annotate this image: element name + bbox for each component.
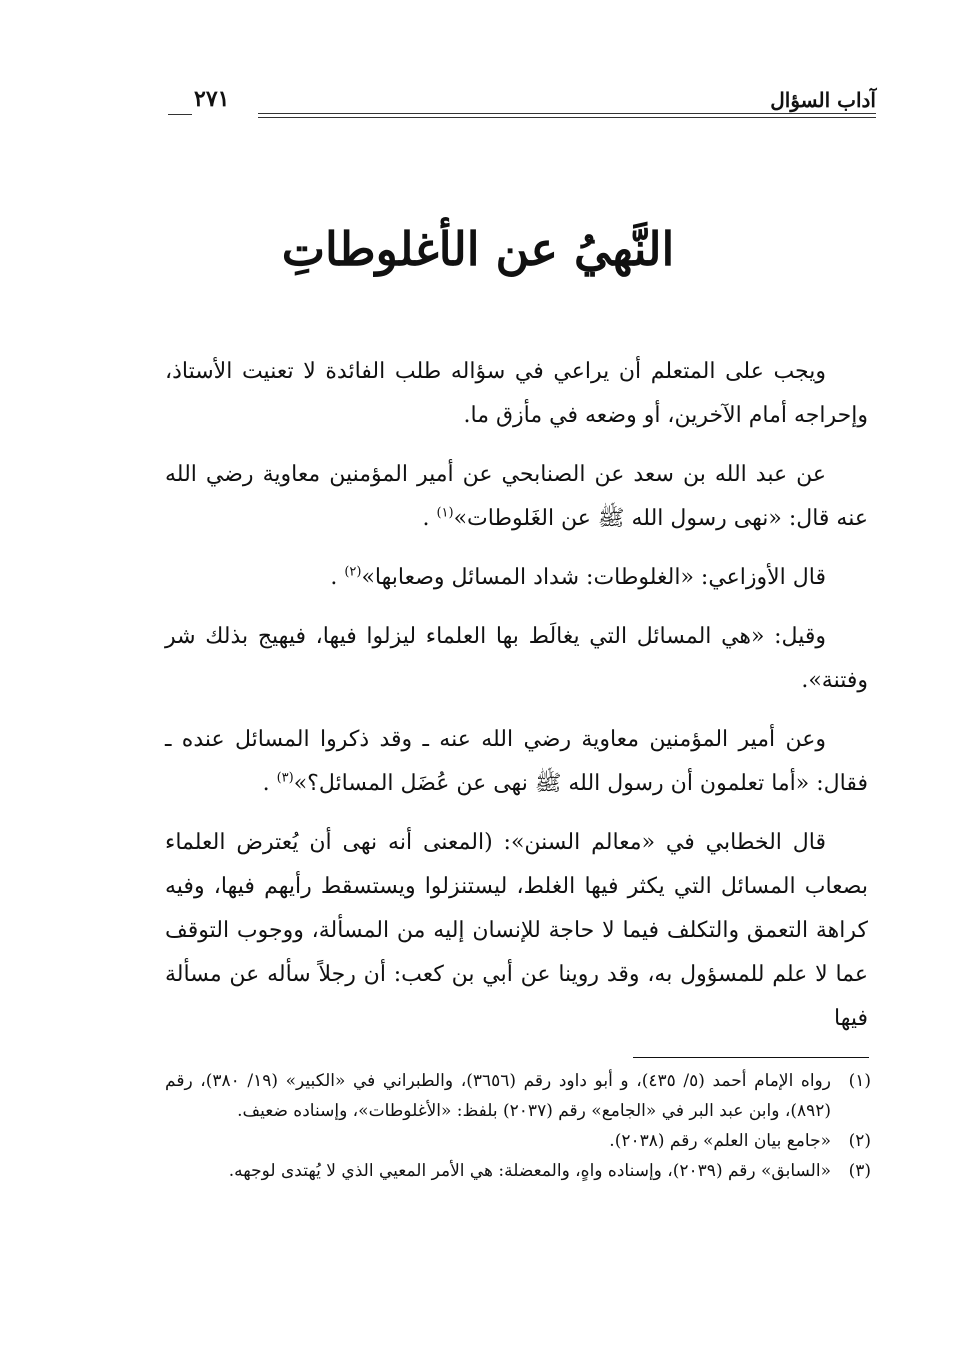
paragraph-text: قال الأوزاعي: «الغلوطات: شداد المسائل وصعابها» bbox=[361, 565, 826, 590]
paragraph bbox=[165, 556, 868, 600]
header-rule bbox=[258, 113, 876, 118]
footnote-number: (٢) bbox=[848, 1131, 871, 1151]
paragraph-tail: . bbox=[422, 506, 437, 531]
paragraph bbox=[165, 350, 868, 438]
footnote-text: «جامع بيان العلم» رقم (٢٠٣٨). bbox=[609, 1131, 831, 1151]
paragraph-text: ويجب على المتعلم أن يراعي في سؤاله طلب الفائدة لا تعنيت الأستاذ، وإحراجه أمام الآخرين، أو وضعه في مأزق ما. bbox=[165, 359, 868, 428]
header-rule-short bbox=[168, 114, 192, 115]
paragraph-text: عن عبد الله بن سعد عن الصنابحي عن أمير المؤمنين معاوية رضي الله عنه قال: «نهى رسول الله ﷺ عن الغَلوطات» bbox=[165, 462, 868, 531]
paragraph-tail: . bbox=[262, 771, 277, 796]
footnote-text: «السابق» رقم (٢٠٣٩)، وإسناده واهٍ، والمعضلة: هي الأمر المعيي الذي لا يُهتدى لوجهه. bbox=[228, 1161, 831, 1181]
running-header bbox=[168, 84, 876, 118]
paragraph-text: وعن أمير المؤمنين معاوية رضي الله عنه ـ وقد ذكروا المسائل عنده ـ فقال: «أما تعلمون أن رسول الله ﷺ نهى عن عُضَل المسائل؟» bbox=[165, 727, 868, 796]
footnote-number: (٣) bbox=[848, 1161, 871, 1181]
page-number: ٢٧١ bbox=[194, 86, 230, 112]
paragraph-tail: . bbox=[330, 565, 345, 590]
running-header-title: آداب السؤال bbox=[770, 88, 876, 112]
footnotes bbox=[165, 1066, 871, 1186]
footnote-text: رواه الإمام أحمد (٥/ ٤٣٥)، و أبو داود رقم (٣٦٥٦)، والطبراني في «الكبير» (١٩/ ٣٨٠)، رقم (٨٩٢)، وابن عبد البر في «الجامع» رقم (٢٠٣٧) بلفظ: «الأغلوطات»، وإسناده ضعيف. bbox=[165, 1071, 831, 1121]
paragraph bbox=[165, 718, 868, 806]
footnote bbox=[165, 1126, 871, 1156]
footnote-ref: (١) bbox=[436, 505, 454, 521]
body-text bbox=[165, 350, 868, 1056]
footnote-separator bbox=[633, 1057, 869, 1058]
paragraph-text: وقيل: «هي المسائل التي يغالَط بها العلماء ليزلوا فيها، فيهيج بذلك شر وفتنة». bbox=[165, 624, 868, 693]
footnote-number: (١) bbox=[848, 1071, 871, 1091]
footnote bbox=[165, 1066, 871, 1126]
paragraph bbox=[165, 453, 868, 541]
paragraph bbox=[165, 821, 868, 1041]
chapter-title: النَّهيُ عن الأغلوطاتِ bbox=[281, 222, 675, 276]
paragraph-text: قال الخطابي في «معالم السنن»: (المعنى أنه نهى أن يُعترض العلماء بصعاب المسائل التي يكثر فيها الغلط، ليستنزلوا ويستسقط رأيهم فيها، وفيه كراهة التعمق والتكلف فيما لا حاجة للإنسان إليه من المسألة، ووجوب التوقف عما لا علم للمسؤول به، وقد روينا عن أبي بن كعب: أن رجلاً سأله عن مسألة فيها bbox=[165, 830, 868, 1031]
footnote bbox=[165, 1156, 871, 1186]
footnote-ref: (٢) bbox=[344, 564, 362, 580]
footnote-ref: (٣) bbox=[276, 770, 294, 786]
paragraph bbox=[165, 615, 868, 703]
